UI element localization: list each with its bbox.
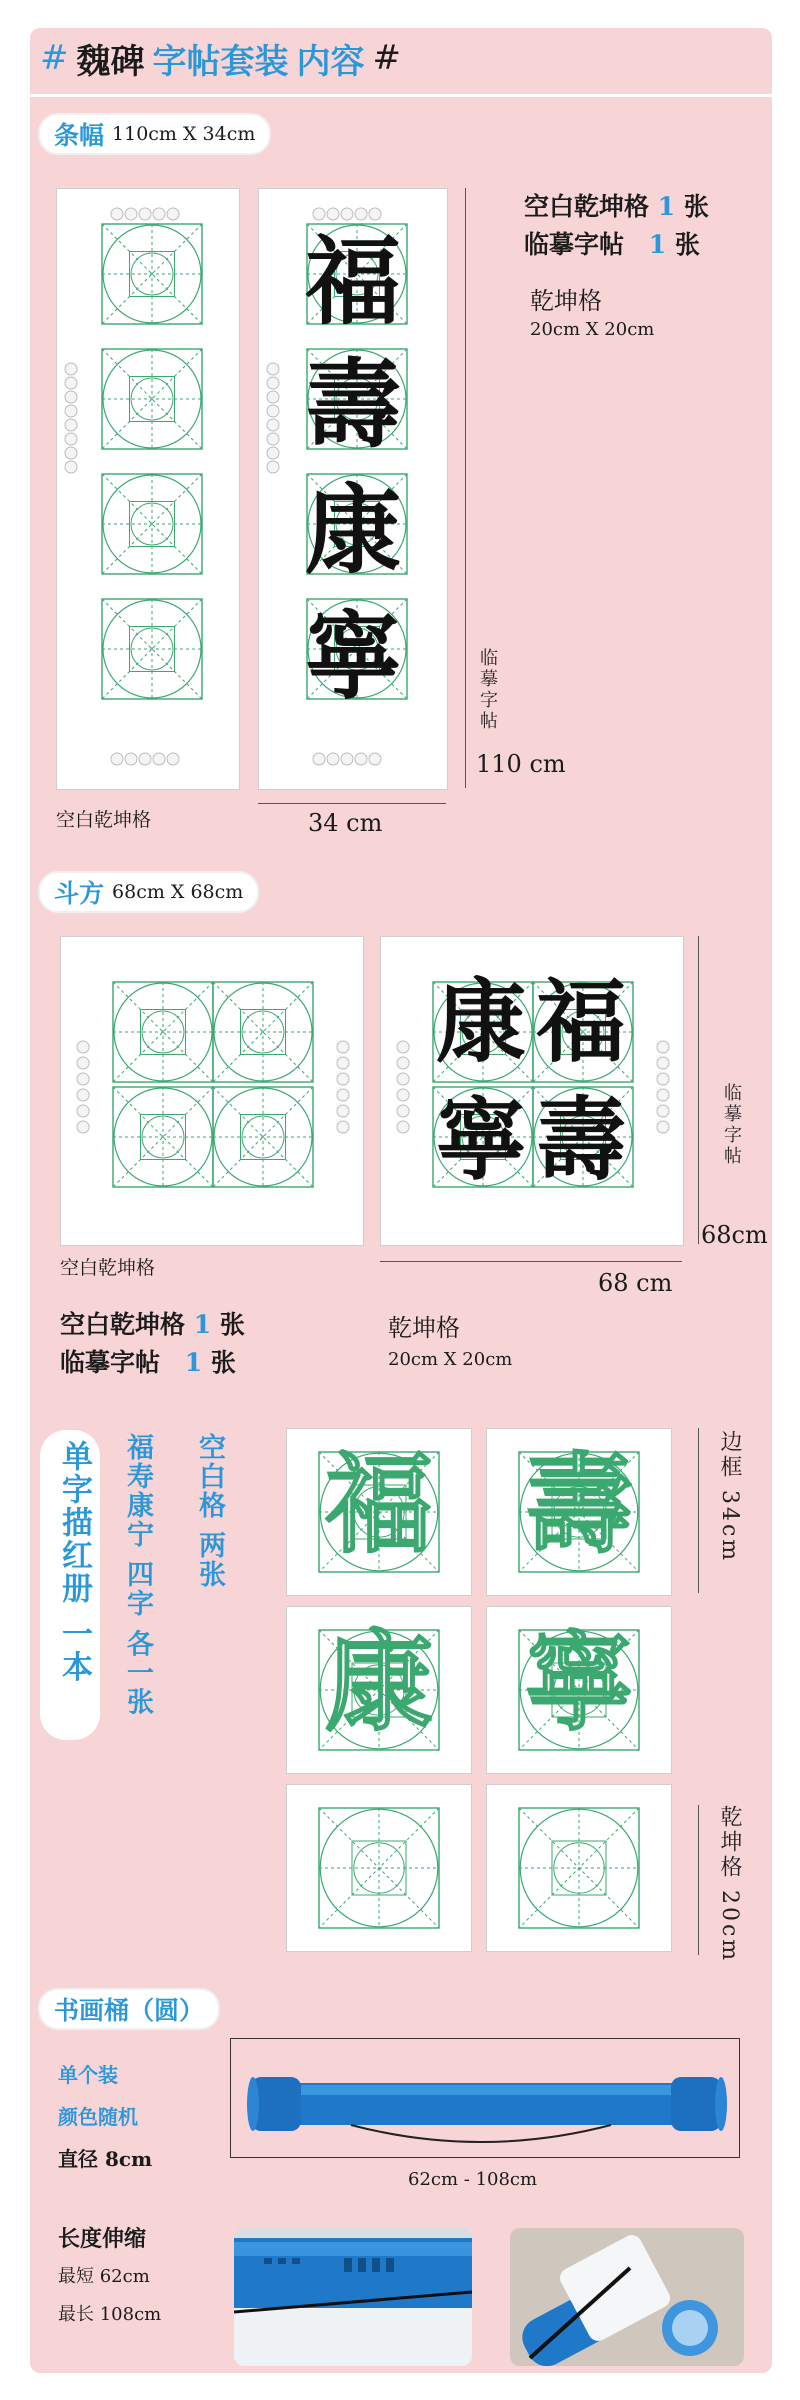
- seal-mark: [397, 1105, 409, 1117]
- seal-mark: [341, 208, 353, 220]
- seal-mark: [355, 208, 367, 220]
- product-content-panel: [30, 28, 772, 2373]
- header-divider: [30, 94, 772, 97]
- tube-extend-list: 长度伸缩 最短 62cm 最长 108cm: [58, 2226, 162, 2325]
- seal-mark: [355, 753, 367, 765]
- qiankun-cell: [102, 474, 202, 574]
- seal-mark: [397, 1073, 409, 1085]
- seal-mark: [327, 208, 339, 220]
- tiaofu-height-line: [465, 188, 466, 788]
- seal-mark: [153, 208, 165, 220]
- seal-mark: [77, 1057, 89, 1069]
- seal-mark: [267, 419, 279, 431]
- tube-spec-list: 单个装 颜色随机 直径 8cm: [58, 2063, 153, 2171]
- doufang-width-line: [380, 1261, 682, 1262]
- char-ning: 寧: [436, 1087, 526, 1193]
- doufang-grid-size: 20cm X 20cm: [388, 1349, 513, 1370]
- tiaofu-content-list: 空白乾坤格 1 张 临摹字帖 1 张: [524, 192, 709, 259]
- tube-detail-image-2: [510, 2228, 744, 2366]
- tracing-page: [486, 1606, 672, 1774]
- seal-mark: [267, 405, 279, 417]
- tiaofu-blank-caption: 空白乾坤格: [56, 809, 152, 831]
- seal-mark: [369, 753, 381, 765]
- seal-mark: [167, 208, 179, 220]
- seal-mark: [657, 1105, 669, 1117]
- seal-mark: [139, 208, 151, 220]
- seal-mark: [657, 1041, 669, 1053]
- seal-mark: [657, 1121, 669, 1133]
- tracing-book-desc-chars: 福寿康宁 四字 各一张: [122, 1433, 153, 1717]
- doufang-blank-sheet: [60, 936, 364, 1246]
- seal-mark: [657, 1089, 669, 1101]
- tube-detail-photo-1: [234, 2228, 472, 2366]
- tracing-page: [486, 1784, 672, 1952]
- tiaofu-blank-sheet: [56, 188, 240, 790]
- tube-label-pill: 书画桶（圆）: [38, 1988, 220, 2030]
- doufang-blank-caption: 空白乾坤格: [60, 1257, 156, 1279]
- tube-detail-photo-2: [510, 2228, 744, 2366]
- qiankun-cell: [213, 982, 313, 1082]
- doufang-width-label: 68 cm: [598, 1269, 673, 1297]
- doufang-height-line: [698, 936, 699, 1244]
- hash-right: #: [372, 38, 401, 78]
- qiankun-cell: [113, 982, 213, 1082]
- doufang-grid-name: 乾坤格: [388, 1314, 460, 1342]
- char-shou: 壽: [536, 1087, 626, 1193]
- qiankun-grid-square: [61, 937, 363, 1245]
- grid-dim-label: 乾坤格 20cm: [717, 1805, 742, 1964]
- seal-mark: [65, 405, 77, 417]
- doufang-vertical-caption: 临摹字帖: [721, 1083, 742, 1167]
- seal-mark: [153, 753, 165, 765]
- seal-mark: [657, 1073, 669, 1085]
- char-kang: 康: [436, 969, 526, 1075]
- border-dim-label: 边框 34cm: [717, 1430, 742, 1564]
- seal-mark: [267, 447, 279, 459]
- seal-mark: [111, 208, 123, 220]
- tracing-page: [286, 1428, 472, 1596]
- hash-left: #: [40, 38, 69, 78]
- tracing-book-badge-text: 单字描红册 一本: [56, 1440, 92, 1684]
- seal-mark: [369, 208, 381, 220]
- seal-mark: [77, 1121, 89, 1133]
- seal-mark: [397, 1089, 409, 1101]
- grid-dim-line: [698, 1805, 699, 1955]
- seal-mark: [65, 391, 77, 403]
- tube-image: [231, 2039, 739, 2157]
- seal-mark: [267, 363, 279, 375]
- tracing-char: 康: [325, 1620, 434, 1746]
- seal-mark: [267, 391, 279, 403]
- tiaofu-height-label: 110 cm: [476, 750, 566, 778]
- seal-mark: [65, 433, 77, 445]
- seal-mark: [337, 1057, 349, 1069]
- qiankun-cell: [213, 1087, 313, 1187]
- char-kang: 康: [305, 474, 401, 587]
- seal-mark: [327, 753, 339, 765]
- qiankun-cell: [319, 1808, 439, 1928]
- seal-mark: [125, 753, 137, 765]
- seal-mark: [397, 1041, 409, 1053]
- seal-mark: [77, 1073, 89, 1085]
- tube-image-frame: [230, 2038, 740, 2158]
- seal-mark: [337, 1089, 349, 1101]
- tiaofu-width-label: 34 cm: [308, 809, 383, 837]
- tracing-page: [286, 1606, 472, 1774]
- seal-mark: [267, 461, 279, 473]
- seal-mark: [267, 377, 279, 389]
- tracing-char: 福: [325, 1442, 434, 1568]
- seal-mark: [65, 377, 77, 389]
- tracing-pages-grid: [286, 1428, 686, 1948]
- doufang-label-pill: 斗方 68cm X 68cm: [38, 871, 259, 913]
- tiaofu-grid-name: 乾坤格: [530, 287, 602, 315]
- seal-mark: [65, 461, 77, 473]
- tracing-book-desc-blank: 空白格 两张: [194, 1433, 225, 1590]
- seal-mark: [111, 753, 123, 765]
- tiaofu-vertical-caption: 临摹字帖: [477, 648, 498, 732]
- char-ning: 寧: [305, 600, 401, 713]
- seal-mark: [65, 447, 77, 459]
- seal-mark: [125, 208, 137, 220]
- doufang-height-label: 68cm: [701, 1221, 768, 1249]
- seal-mark: [337, 1121, 349, 1133]
- doufang-content-list: 空白乾坤格 1 张 临摹字帖 1 张: [60, 1310, 245, 1377]
- qiankun-grid-column: [57, 189, 239, 789]
- seal-mark: [397, 1057, 409, 1069]
- seal-mark: [65, 419, 77, 431]
- tiaofu-width-line: [258, 803, 446, 804]
- seal-mark: [657, 1057, 669, 1069]
- char-fu: 福: [305, 225, 401, 338]
- seal-mark: [313, 208, 325, 220]
- qiankun-cell: [102, 224, 202, 324]
- doufang-copybook-sheet: [380, 936, 684, 1246]
- tiaofu-label-pill: 条幅 110cm X 34cm: [38, 113, 271, 155]
- tracing-char: 壽: [525, 1442, 634, 1568]
- seal-mark: [77, 1105, 89, 1117]
- qiankun-cell: [113, 1087, 213, 1187]
- seal-mark: [313, 753, 325, 765]
- seal-mark: [397, 1121, 409, 1133]
- qiankun-cell: [519, 1808, 639, 1928]
- char-fu: 福: [536, 969, 626, 1075]
- tracing-char: 寧: [525, 1620, 634, 1746]
- seal-mark: [167, 753, 179, 765]
- char-shou: 壽: [305, 348, 401, 461]
- tracing-page: [286, 1784, 472, 1952]
- seal-mark: [267, 433, 279, 445]
- qiankun-cell: [102, 599, 202, 699]
- seal-mark: [77, 1089, 89, 1101]
- tracing-page: [486, 1428, 672, 1596]
- qiankun-grid-square: [381, 937, 683, 1245]
- tiaofu-grid-size: 20cm X 20cm: [530, 319, 655, 340]
- seal-mark: [337, 1041, 349, 1053]
- tube-detail-image-1: [234, 2228, 472, 2366]
- seal-mark: [65, 363, 77, 375]
- seal-mark: [77, 1041, 89, 1053]
- page-title: # 魏碑 字帖套装 内容 #: [40, 38, 401, 82]
- seal-mark: [341, 753, 353, 765]
- seal-mark: [139, 753, 151, 765]
- seal-mark: [337, 1105, 349, 1117]
- tube-length-range: 62cm - 108cm: [408, 2169, 538, 2190]
- border-dim-line: [698, 1428, 699, 1593]
- seal-mark: [337, 1073, 349, 1085]
- tiaofu-copybook-sheet: [258, 188, 448, 790]
- qiankun-cell: [102, 349, 202, 449]
